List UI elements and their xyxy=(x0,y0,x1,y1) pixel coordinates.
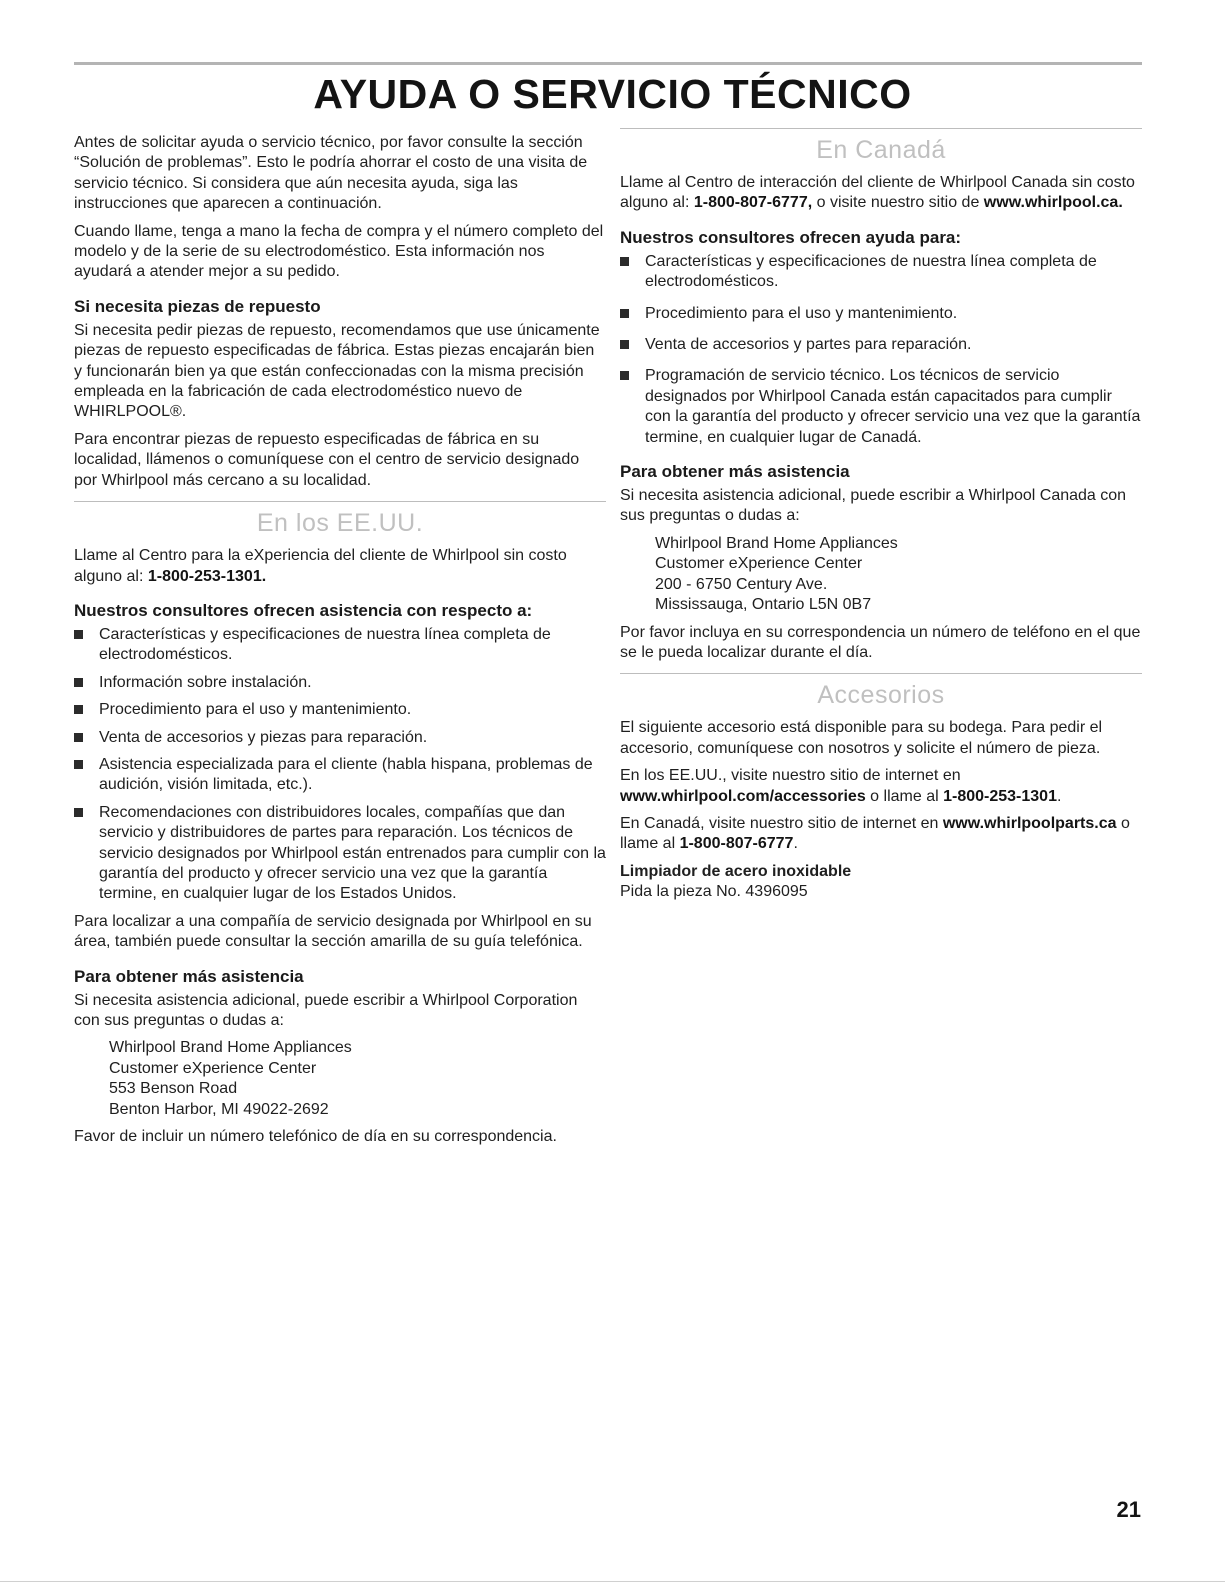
top-rule xyxy=(74,62,1142,65)
accessories-canada-text: En Canadá, visite nuestro sitio de internet en www.whirlpoolparts.ca o llame al 1-800-807-6777. xyxy=(620,814,1130,853)
canada-website-link[interactable]: www.whirlpool.ca. xyxy=(983,194,1123,212)
usa-more-text: Si necesita asistencia adicional, puede escribir a Whirlpool Corporation con sus preguntas o dudas a: xyxy=(74,991,578,1029)
accessories-canada-phone: 1-800-807-6777 xyxy=(679,835,794,853)
usa-section-title: En los EE.UU. xyxy=(256,509,424,538)
intro-paragraph-2: Cuando llame, tenga a mano la fecha de compra y el número completo del modelo y de la serie de su electrodoméstico. Esta información nos ayudará a atender mejor a su pedido. xyxy=(74,222,604,281)
accessories-usa-phone: 1-800-253-1301 xyxy=(943,787,1057,805)
usa-closing-text: Favor de incluir un número telefónico de día en su correspondencia. xyxy=(74,1128,557,1146)
bullet-icon xyxy=(74,808,83,817)
accessories-usa-link[interactable]: www.whirlpool.com/accessories xyxy=(620,787,866,805)
bullet-icon xyxy=(74,760,83,769)
canada-more-text: Si necesita asistencia adicional, puede escribir a Whirlpool Canada con sus preguntas o dudas a: xyxy=(620,487,1127,525)
list-item: Venta de accesorios y partes para reparación. xyxy=(620,335,1142,355)
canada-section-title: En Canadá xyxy=(816,136,946,164)
usa-phone: 1-800-253-1301. xyxy=(147,567,267,585)
list-item: Venta de accesorios y piezas para reparación. xyxy=(74,728,606,748)
right-column xyxy=(620,133,1142,903)
parts-paragraph-2: Para encontrar piezas de repuesto especificadas de fábrica en su localidad, llámenos o comuníquese con el centro de servicio designado por Whirlpool más cercano a su localidad. xyxy=(74,430,580,489)
list-item: Información sobre instalación. xyxy=(74,673,606,693)
canada-closing-text: Por favor incluya en su correspondencia un número de teléfono en el que se le pueda localizar durante el día. xyxy=(620,623,1141,661)
accessories-intro: El siguiente accesorio está disponible para su bodega. Para pedir el accesorio, comuníquese con nosotros y solicite el número de pieza. xyxy=(620,719,1103,757)
bullet-icon xyxy=(74,678,83,687)
bullet-icon xyxy=(620,257,629,266)
page-title: AYUDA O SERVICIO TÉCNICO xyxy=(313,71,912,117)
bottom-rule xyxy=(0,1581,1225,1582)
intro-paragraph-1: Antes de solicitar ayuda o servicio técnico, por favor consulte la sección “Solución de problemas”. Esto le podría ahorrar el costo de una visita de servicio técnico. Si considera que aún necesita ayuda, siga las instrucciones que aparecen a continuación. xyxy=(74,134,588,213)
accessory-product-name: Limpiador de acero inoxidable xyxy=(620,862,852,880)
list-item: Procedimiento para el uso y mantenimiento. xyxy=(74,700,606,720)
bullet-icon xyxy=(620,309,629,318)
canada-address: Whirlpool Brand Home Appliances Customer eXperience Center 200 - 6750 Century Ave. Mississauga, Ontario L5N 0B7 xyxy=(655,534,898,614)
usa-address: Whirlpool Brand Home Appliances Customer eXperience Center 553 Benson Road Benton Harbor, MI 49022-2692 xyxy=(109,1039,352,1118)
usa-divider xyxy=(74,501,606,502)
canada-bullet-list xyxy=(620,252,1142,448)
list-item: Programación de servicio técnico. Los técnicos de servicio designados por Whirlpool Canada están capacitados para cumplir con la garantía del producto y ofrecer servicio una vez que la garantía termine, en cualquier lugar de Canadá. xyxy=(620,366,1142,448)
parts-heading: Si necesita piezas de repuesto xyxy=(74,296,321,316)
bullet-icon xyxy=(74,705,83,714)
canada-more-heading: Para obtener más asistencia xyxy=(620,462,850,482)
accessory-part-number: Pida la pieza No. 4396095 xyxy=(620,883,808,901)
list-item: Recomendaciones con distribuidores locales, compañías que dan servicio y distribuidores de partes para reparación. Los técnicos de servicio designados por Whirlpool están entrenados para cumplir con la garantía del producto y ofrecer servicio una vez que la garantía termine, en cualquier lugar de los Estados Unidos. xyxy=(74,803,606,905)
usa-locate-text: Para localizar a una compañía de servicio designada por Whirlpool en su área, también puede consultar la sección amarilla de su guía telefónica. xyxy=(74,912,592,951)
left-column xyxy=(74,133,606,1154)
canada-phone: 1-800-807-6777, xyxy=(693,194,813,212)
list-item: Características y especificaciones de nuestra línea completa de electrodomésticos. xyxy=(620,252,1142,293)
list-item: Procedimiento para el uso y mantenimiento. xyxy=(620,304,1142,324)
list-item: Características y especificaciones de nuestra línea completa de electrodomésticos. xyxy=(74,625,606,666)
canada-divider xyxy=(620,128,1142,129)
list-item: Asistencia especializada para el cliente (habla hispana, problemas de audición, visión limitada, etc.). xyxy=(74,755,606,796)
page-number: 21 xyxy=(1116,1497,1141,1522)
accessories-canada-link[interactable]: www.whirlpoolparts.ca xyxy=(942,814,1117,832)
usa-call-text: Llame al Centro para la eXperiencia del cliente de Whirlpool sin costo alguno al: 1-800-253-1301. xyxy=(74,547,567,585)
accessories-divider xyxy=(620,673,1142,674)
accessories-usa-text: En los EE.UU., visite nuestro sitio de internet en www.whirlpool.com/accessories o llame al 1-800-253-1301. xyxy=(620,767,1062,805)
bullet-icon xyxy=(620,371,629,380)
parts-paragraph-1: Si necesita pedir piezas de repuesto, recomendamos que use únicamente piezas de repuesto especificadas de fábrica. Estas piezas encajarán bien y funcionarán bien ya que están confeccionadas con la misma precisión empleada en la fabricación de cada electrodoméstico nuevo de WHIRLPOOL®. xyxy=(74,321,600,421)
bullet-icon xyxy=(74,630,83,639)
usa-bullet-list xyxy=(74,625,606,905)
canada-call-text: Llame al Centro de interacción del cliente de Whirlpool Canada sin costo alguno al: 1-800-807-6777, o visite nuestro sitio de www.whirlpool.ca. xyxy=(620,174,1135,212)
accessories-section-title: Accesorios xyxy=(817,681,945,710)
bullet-icon xyxy=(620,340,629,349)
canada-consultants-heading: Nuestros consultores ofrecen ayuda para: xyxy=(620,227,962,247)
usa-more-heading: Para obtener más asistencia xyxy=(74,966,304,986)
bullet-icon xyxy=(74,733,83,742)
usa-consultants-heading: Nuestros consultores ofrecen asistencia con respecto a: xyxy=(74,600,533,620)
